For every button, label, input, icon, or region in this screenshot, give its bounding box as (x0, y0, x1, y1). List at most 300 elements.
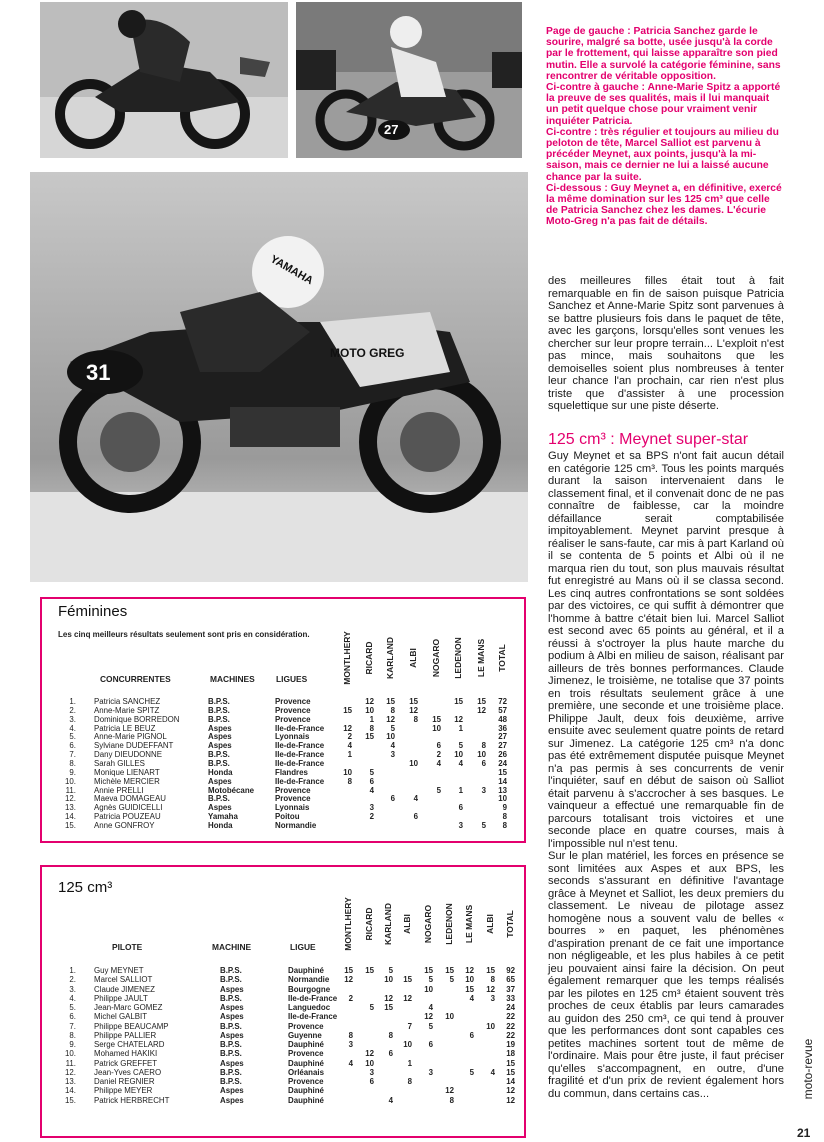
name-cell: Sylviane DUDEFFANT (94, 741, 174, 751)
score-cell: 10 (365, 705, 374, 715)
caption-paragraph: Ci-contre : très régulier et toujours au milieu du peloton de tête, Marcel Salliot est parvenu à précéder Meynet, aux points, jusqu'à la mi-saison, mais ce dernier ne lui a laissé aucune chance par la suite. (546, 126, 779, 183)
score-cell: 3 (390, 750, 395, 760)
score-cell: 15 (454, 697, 463, 706)
score-cell: 1 (458, 785, 463, 795)
ligue-cell: Provence (288, 1077, 324, 1086)
machine-cell: B.P.S. (220, 975, 242, 985)
ligue-cell: Ile-de-France (275, 723, 325, 733)
score-cell: 10 (445, 1012, 454, 1022)
score-cell: 8 (413, 714, 418, 724)
name-cell: Jean-Yves CAERO (94, 1067, 162, 1077)
ligue-cell: Ile-de-France (275, 741, 325, 751)
score-cell: 8 (490, 975, 495, 985)
race-header-total: TOTAL (505, 910, 515, 938)
score-cell: 15 (445, 966, 454, 975)
rank-cell: 12. (65, 1067, 76, 1077)
ligue-cell: Guyenne (288, 1030, 322, 1040)
score-cell: 10 (386, 732, 395, 742)
name-cell: Michel GALBIT (94, 1012, 148, 1022)
article-paragraph: Sur le plan matériel, les forces en présence se sont limitées aux Aspes et aux BPS, les seconds s'assurant en définitive l'avantage grâce à Meynet et Salliot, les deux premiers du classement. Le niveau de pilotage assez homogène nous a souvent valu de belles « bourres » en paquet, les phénomènes d'aspiration prenant de ce fait une importance non négligeable, et les plus habiles à ce petit jeu pouvaient ainsi faire la décision. On peut également remarquer que les temps réalisés par les pilotes en 125 cm³ étaient souvent très proches de ceux établis par leurs camarades au guidon des 250 cm³, ce qui tend à prouver que les performances dont sont capables ces petites machines sortent tout de même de l'ordinaire. Mais pour être juste, il faut préciser qu'elles s'accompagnent, en outre, d'une fragilité et d'un prix de revient également hors du commun, dans certains cas... (548, 850, 784, 1100)
fairing-text: MOTO GREG (330, 346, 405, 360)
ligue-cell: Languedoc (288, 1003, 331, 1012)
name-cell: Patricia LE BEUZ (94, 723, 156, 733)
score-cell: 6 (369, 776, 374, 786)
score-cell: 15 (384, 1003, 393, 1012)
ligue-cell: Dauphiné (288, 966, 324, 975)
name-cell: Patrick HERBRECHT (94, 1095, 170, 1105)
score-cell: 4 (390, 741, 395, 751)
race-header-montlhery: MONTLHERY (342, 631, 352, 685)
score-cell: 8 (348, 1030, 353, 1040)
total-cell: 15 (506, 1058, 515, 1068)
table-note: Les cinq meilleurs résultats seulement sont pris en considération. (58, 630, 310, 639)
score-cell: 15 (343, 705, 352, 715)
score-cell: 8 (390, 705, 395, 715)
score-cell: 15 (403, 975, 412, 985)
rank-cell: 3. (69, 714, 76, 724)
score-cell: 12 (384, 993, 393, 1003)
name-cell: Mohamed HAKIKI (94, 1049, 158, 1059)
race-header-ricard: RICARD (364, 907, 374, 941)
rank-cell: 3. (69, 984, 76, 994)
machine-cell: B.P.S. (208, 705, 230, 715)
col-header-ligue: LIGUE (290, 942, 316, 952)
table-row (42, 822, 524, 831)
ligue-cell: Dauphiné (288, 1058, 324, 1068)
total-cell: 26 (498, 750, 507, 760)
ligue-cell: Provence (275, 714, 311, 724)
score-cell: 12 (486, 984, 495, 994)
score-cell: 3 (348, 1040, 353, 1049)
ligue-cell: Normandie (288, 975, 330, 985)
score-cell: 8 (388, 1030, 393, 1040)
score-cell: 10 (409, 758, 418, 768)
caption-paragraph: Page de gauche : Patricia Sanchez garde le sourire, malgré sa botte, usée jusqu'à la corde par le frottement, qui laisse apparaître son pied mutin. Elle a survolé la catégorie féminine, sans rencontrer de véritable opposition. (546, 26, 781, 82)
score-cell: 8 (369, 723, 374, 733)
rank-cell: 7. (69, 750, 76, 760)
score-cell: 10 (454, 750, 463, 760)
total-cell: 57 (498, 705, 507, 715)
score-cell: 12 (445, 1086, 454, 1096)
score-cell: 4 (458, 758, 463, 768)
photo-rider-guy-meynet (30, 172, 528, 582)
caption-paragraph: Ci-dessous : Guy Meynet a, en définitive, exercé la même domination sur les 125 cm³ que celle de Patricia Sanchez chez les dames. L'écurie Moto-Greg n'a pas fait de détails. (546, 182, 782, 228)
score-cell: 6 (436, 741, 441, 751)
total-cell: 15 (506, 1067, 515, 1077)
name-cell: Patricia SANCHEZ (94, 697, 161, 706)
ligue-cell: Dauphiné (288, 1095, 324, 1105)
table-row (42, 1087, 524, 1096)
total-cell: 33 (506, 993, 515, 1003)
score-cell: 5 (388, 966, 393, 975)
machine-cell: B.P.S. (220, 1021, 242, 1031)
rank-cell: 4. (69, 723, 76, 733)
total-cell: 22 (506, 1030, 515, 1040)
total-cell: 8 (502, 812, 507, 822)
rank-cell: 9. (69, 1040, 76, 1049)
score-cell: 2 (369, 812, 374, 822)
rank-cell: 4. (69, 993, 76, 1003)
rank-cell: 8. (69, 758, 76, 768)
machine-cell: B.P.S. (208, 794, 230, 804)
score-cell: 10 (384, 975, 393, 985)
score-cell: 12 (477, 705, 486, 715)
score-cell: 15 (486, 966, 495, 975)
table-row (42, 1023, 524, 1032)
machine-cell: Aspes (208, 732, 232, 742)
machine-cell: Aspes (208, 723, 232, 733)
machine-cell: B.P.S. (220, 1049, 242, 1059)
ligue-cell: Ile-de-France (275, 776, 325, 786)
name-cell: Philippe BEAUCAMP (94, 1021, 169, 1031)
machine-cell: Aspes (220, 1003, 244, 1012)
col-header-pilote: PILOTE (112, 942, 143, 952)
total-cell: 27 (498, 741, 507, 751)
rank-cell: 14. (65, 812, 76, 822)
score-cell: 4 (428, 1003, 433, 1012)
rank-cell: 5. (69, 1003, 76, 1012)
machine-cell: B.P.S. (208, 750, 230, 760)
score-cell: 10 (486, 1021, 495, 1031)
table-row (42, 976, 524, 985)
score-cell: 4 (347, 741, 352, 751)
score-cell: 10 (403, 1040, 412, 1049)
ligue-cell: Ile-de-France (275, 750, 325, 760)
score-cell: 15 (465, 984, 474, 994)
ligue-cell: Lyonnais (275, 732, 310, 742)
score-cell: 10 (465, 975, 474, 985)
table-row (42, 1097, 524, 1106)
plate-number-27: 27 (384, 122, 399, 137)
total-cell: 48 (498, 714, 507, 724)
score-cell: 12 (365, 1049, 374, 1059)
machine-cell: Aspes (220, 1086, 244, 1096)
total-cell: 12 (506, 1095, 515, 1105)
score-cell: 15 (365, 966, 374, 975)
table-row (42, 1050, 524, 1059)
ligue-cell: Dauphiné (288, 1086, 324, 1096)
total-cell: 65 (506, 975, 515, 985)
score-cell: 6 (428, 1040, 433, 1049)
name-cell: Patricia POUZEAU (94, 812, 161, 822)
score-cell: 10 (343, 767, 352, 777)
name-cell: Monique LIENART (94, 767, 160, 777)
name-cell: Anne GONFROY (94, 820, 155, 830)
race-header-albi: ALBI (408, 648, 418, 668)
score-cell: 5 (369, 767, 374, 777)
score-cell: 6 (413, 812, 418, 822)
race-header-albi: ALBI (485, 914, 495, 934)
machine-cell: B.P.S. (208, 697, 230, 706)
score-cell: 12 (409, 705, 418, 715)
table-title: Féminines (58, 603, 128, 620)
score-cell: 1 (369, 714, 374, 724)
score-cell: 5 (428, 1021, 433, 1031)
score-cell: 4 (413, 794, 418, 804)
score-cell: 3 (428, 1067, 433, 1077)
machine-cell: Aspes (208, 741, 232, 751)
name-cell: Anne-Marie SPITZ (94, 705, 160, 715)
rank-cell: 15. (65, 1095, 76, 1105)
total-cell: 22 (506, 1012, 515, 1022)
article-paragraph: des meilleures filles était tout à fait remarquable en fin de saison puisque Patricia Sanchez et Anne-Marie Spitz sont parvenues à se battre plusieurs fois dans le paquet de tête, avec les garçons, lorsqu'elles sont venues les chercher sur leur propre terrain... L'exploit n'est pas mince, mais souhaitons que les demoiselles soient plus nombreuses à tenter leur chance l'an prochain, car rien n'est plus triste que d'assister à une procession squelettique sur une piste déserte. (548, 275, 784, 412)
name-cell: Philippe JAULT (94, 993, 148, 1003)
score-cell: 12 (454, 714, 463, 724)
rank-cell: 6. (69, 741, 76, 751)
score-cell: 10 (477, 750, 486, 760)
name-cell: Jean-Marc GOMEZ (94, 1003, 163, 1012)
total-cell: 10 (498, 794, 507, 804)
caption-paragraph: Ci-contre à gauche : Anne-Marie Spitz a apporté la preuve de ses qualités, mais il lui manquait un petit quelque chose pour vraiment venir inquiéter Patricia. (546, 82, 781, 127)
total-cell: 8 (502, 820, 507, 830)
rank-cell: 14. (65, 1086, 76, 1096)
table-row (42, 1060, 524, 1069)
machine-cell: Aspes (208, 803, 232, 813)
col-header-ligues: LIGUES (276, 674, 308, 684)
race-header-ledenon: LEDENON (453, 637, 463, 679)
ligue-cell: Ile-de-France (275, 758, 325, 768)
photo-rider-anne-marie-spitz (296, 2, 522, 158)
rank-cell: 5. (69, 732, 76, 742)
total-cell: 24 (506, 1003, 515, 1012)
score-cell: 2 (347, 732, 352, 742)
name-cell: Claude JIMENEZ (94, 984, 155, 994)
section-heading: 125 cm³ : Meynet super-star (548, 431, 749, 448)
rank-cell: 2. (69, 975, 76, 985)
name-cell: Dany DIEUDONNE (94, 750, 162, 760)
rank-cell: 10. (65, 1049, 76, 1059)
page-number: 21 (797, 1126, 811, 1140)
score-cell: 6 (481, 758, 486, 768)
table-row (42, 1013, 524, 1022)
machine-cell: Aspes (220, 984, 244, 994)
score-cell: 12 (424, 1012, 433, 1022)
total-cell: 22 (506, 1021, 515, 1031)
score-cell: 5 (449, 975, 454, 985)
machine-cell: Aspes (220, 1012, 244, 1022)
table-title: 125 cm³ (58, 879, 113, 896)
name-cell: Guy MEYNET (94, 966, 144, 975)
machine-cell: Honda (208, 767, 233, 777)
rank-cell: 2. (69, 705, 76, 715)
race-header-ricard: RICARD (364, 641, 374, 675)
helmet-text: YAMAHA (268, 253, 316, 288)
score-cell: 1 (458, 723, 463, 733)
name-cell: Michèle MERCIER (94, 776, 160, 786)
total-cell: 14 (506, 1077, 515, 1086)
ligue-cell: Provence (275, 697, 311, 706)
rank-cell: 11. (65, 785, 76, 795)
rank-cell: 10. (65, 776, 76, 786)
score-cell: 5 (390, 723, 395, 733)
photo-rider-patricia-sanchez (40, 2, 288, 158)
machine-cell: B.P.S. (220, 1077, 242, 1086)
photo-captions (546, 26, 782, 228)
machine-cell: B.P.S. (220, 993, 242, 1003)
name-cell: Patrick GREFFET (94, 1058, 158, 1068)
machine-cell: B.P.S. (220, 1040, 242, 1049)
rank-cell: 6. (69, 1012, 76, 1022)
score-cell: 4 (369, 785, 374, 795)
score-cell: 15 (432, 714, 441, 724)
score-cell: 12 (344, 975, 353, 985)
name-cell: Serge CHATELARD (94, 1040, 165, 1049)
machine-cell: B.P.S. (220, 1067, 242, 1077)
score-cell: 3 (369, 1067, 374, 1077)
score-cell: 4 (388, 1095, 393, 1105)
machine-cell: Aspes (220, 1095, 244, 1105)
score-cell: 15 (424, 966, 433, 975)
score-cell: 15 (365, 732, 374, 742)
machine-cell: Motobécane (208, 785, 255, 795)
total-cell: 9 (502, 803, 507, 813)
score-cell: 12 (386, 714, 395, 724)
score-cell: 5 (436, 785, 441, 795)
score-cell: 10 (432, 723, 441, 733)
total-cell: 15 (498, 767, 507, 777)
magazine-name: moto-revue (801, 1038, 815, 1100)
score-cell: 5 (469, 1067, 474, 1077)
score-cell: 10 (365, 1058, 374, 1068)
rank-cell: 15. (65, 820, 76, 830)
name-cell: Philippe MEYER (94, 1086, 153, 1096)
name-cell: Anne-Marie PIGNOL (94, 732, 167, 742)
score-cell: 8 (481, 741, 486, 751)
ligue-cell: Provence (288, 1021, 324, 1031)
name-cell: Marcel SALLIOT (94, 975, 153, 985)
score-cell: 12 (403, 993, 412, 1003)
rank-cell: 13. (65, 803, 76, 813)
total-cell: 12 (506, 1086, 515, 1096)
race-header-le-mans: LE MANS (464, 904, 474, 944)
race-header-nogaro: NOGARO (423, 904, 433, 944)
table-row (42, 986, 524, 995)
ligue-cell: Normandie (275, 820, 317, 830)
ligue-cell: Ile-de-France (288, 1012, 338, 1022)
total-cell: 14 (498, 776, 507, 786)
ligue-cell: Bourgogne (288, 984, 331, 994)
race-header-karland: KARLAND (383, 902, 393, 946)
name-cell: Philippe PALLIER (94, 1030, 157, 1040)
score-cell: 6 (390, 794, 395, 804)
score-cell: 12 (465, 966, 474, 975)
race-header-albi: ALBI (402, 914, 412, 934)
score-cell: 3 (369, 803, 374, 813)
total-cell: 92 (506, 966, 515, 975)
plate-number-31: 31 (86, 360, 111, 385)
race-header-nogaro: NOGARO (431, 638, 441, 678)
score-cell: 2 (348, 993, 353, 1003)
name-cell: Annie PRELLI (94, 785, 144, 795)
score-cell: 8 (449, 1095, 454, 1105)
machine-cell: B.P.S. (208, 758, 230, 768)
score-cell: 4 (490, 1067, 495, 1077)
ligue-cell: Provence (275, 785, 311, 795)
name-cell: Maeva DOMAGEAU (94, 794, 166, 804)
total-cell: 19 (506, 1040, 515, 1049)
score-cell: 10 (424, 984, 433, 994)
race-header-total: TOTAL (497, 644, 507, 672)
machine-cell: Aspes (208, 776, 232, 786)
name-cell: Sarah GILLES (94, 758, 145, 768)
name-cell: Daniel REGNIER (94, 1077, 155, 1086)
rank-cell: 11. (65, 1058, 76, 1068)
score-cell: 3 (458, 820, 463, 830)
race-header-karland: KARLAND (385, 636, 395, 680)
score-cell: 2 (436, 750, 441, 760)
rank-cell: 7. (69, 1021, 76, 1031)
total-cell: 24 (498, 758, 507, 768)
col-header-machine: MACHINE (212, 942, 252, 952)
score-cell: 12 (343, 723, 352, 733)
col-header-machines: MACHINES (210, 674, 255, 684)
ligue-cell: Provence (275, 705, 311, 715)
machine-cell: Yamaha (208, 812, 238, 822)
score-cell: 5 (428, 975, 433, 985)
score-cell: 8 (407, 1077, 412, 1086)
score-cell: 4 (348, 1058, 353, 1068)
total-cell: 13 (498, 785, 507, 795)
name-cell: Agnès GUIDICELLI (94, 803, 163, 813)
machine-cell: B.P.S. (220, 966, 242, 975)
score-cell: 6 (458, 803, 463, 813)
score-cell: 1 (407, 1058, 412, 1068)
col-header-concurrentes: CONCURRENTES (100, 674, 171, 684)
feminines-standings-table (40, 597, 526, 843)
score-cell: 15 (409, 697, 418, 706)
score-cell: 5 (481, 820, 486, 830)
rank-cell: 13. (65, 1077, 76, 1086)
score-cell: 12 (365, 697, 374, 706)
ligue-cell: Poitou (275, 812, 300, 822)
score-cell: 3 (490, 993, 495, 1003)
score-cell: 15 (477, 697, 486, 706)
article-paragraph: Guy Meynet et sa BPS n'ont fait aucun détail en catégorie 125 cm³. Tous les points marqués durant la saison intervenaient dans le classement final, et il convenait donc de ne pas connaître de faiblesse, car la moindre défaillance serait comptabilisée impitoyablement. Meynet parvint presque à réaliser le sans-faute, car mis à part Karland où il se contenta de 5 points et Albi où il ne marqua rien du tout, son plus mauvais résultat fut enregistré au Mans où il se classa second. Les cinq autres confrontations se sont soldées par des victoires, ce qui suffit à démontrer que l'homme à battre c'était bien lui. Marcel Salliot est second avec 65 points au général, et il a réussi à s'octroyer la plus haute marche du podium à Albi en milieu de saison, réalisant par ailleurs de très bonnes performances. Claude Jimenez, le troisième, ne totalise que 37 points en trois résultats seulement grâce à une première, une seconde et une troisième place. Philippe Jault, deux fois deuxième, arrive ensuite avec seulement quatre points de retard sur Jimenez. La catégorie 125 cm³ n'a donc pas été extrêmement disputée puisque Meynet n'a pas permis à ses concurrents de venir l'inquiéter, sauf en début de saison où Salliot était parvenu à s'accrocher à ses basques. Le vainqueur a effectué une remarquable fin de parcours totalisant trois victoires et une seconde place en quatre courses, mais à l'impossible nul n'est tenu. (548, 450, 784, 850)
rank-cell: 12. (65, 794, 76, 804)
machine-cell: Honda (208, 820, 233, 830)
article-body-top (548, 275, 784, 413)
total-cell: 36 (498, 723, 507, 733)
total-cell: 27 (498, 732, 507, 742)
cat125-standings-table (40, 865, 526, 1138)
score-cell: 5 (458, 741, 463, 751)
score-cell: 6 (388, 1049, 393, 1059)
score-cell: 15 (386, 697, 395, 706)
rank-cell: 9. (69, 767, 76, 777)
ligue-cell: Orléanais (288, 1067, 324, 1077)
race-header-ledenon: LEDENON (444, 903, 454, 945)
machine-cell: Aspes (220, 1030, 244, 1040)
ligue-cell: Flandres (275, 767, 308, 777)
article-body-main (548, 450, 784, 1100)
score-cell: 15 (344, 966, 353, 975)
ligue-cell: Provence (288, 1049, 324, 1059)
score-cell: 8 (347, 776, 352, 786)
total-cell: 18 (506, 1049, 515, 1059)
score-cell: 6 (469, 1030, 474, 1040)
total-cell: 72 (498, 697, 507, 706)
total-cell: 37 (506, 984, 515, 994)
score-cell: 3 (481, 785, 486, 795)
score-cell: 4 (469, 993, 474, 1003)
score-cell: 7 (407, 1021, 412, 1031)
machine-cell: Aspes (220, 1058, 244, 1068)
score-cell: 5 (369, 1003, 374, 1012)
race-header-le-mans: LE MANS (476, 638, 486, 678)
rank-cell: 1. (69, 966, 76, 975)
rank-cell: 8. (69, 1030, 76, 1040)
machine-cell: B.P.S. (208, 714, 230, 724)
